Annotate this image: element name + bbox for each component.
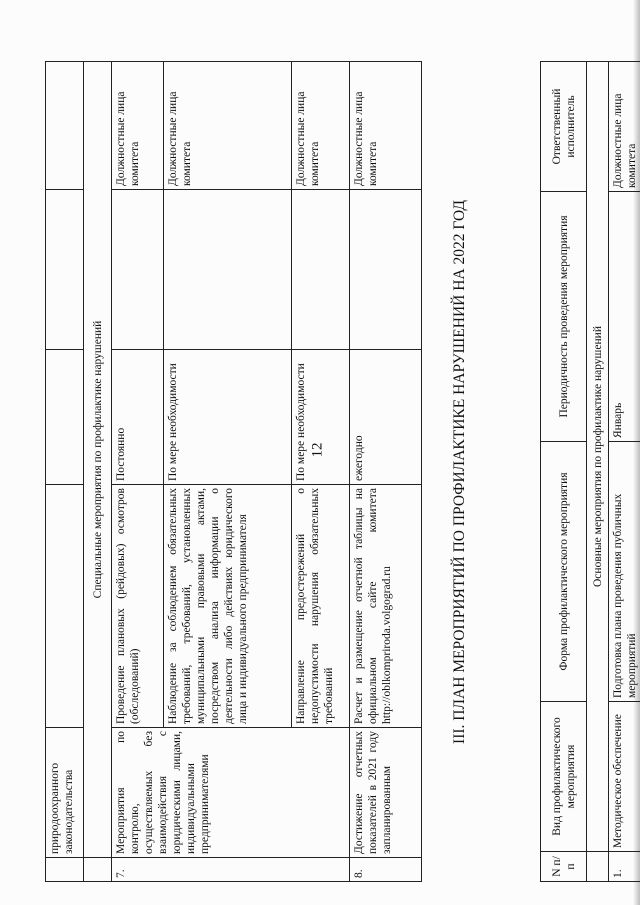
row-number: 8. — [350, 858, 422, 882]
measure-form: Подготовка плана проведения публичных мероприятий — [609, 442, 640, 702]
column-header-form: Форма профилактического мероприятия — [541, 442, 587, 702]
table-row — [46, 62, 84, 882]
measure-form: Расчет и размещение отчетной таблицы на официальном сайте комитета http://oblkompriroda.volgograd.ru — [350, 485, 422, 728]
continued-table — [45, 61, 422, 882]
column-header-period: Периодичность проведения мероприятия — [541, 192, 587, 442]
table-header-row — [541, 62, 587, 882]
page-number: 12 — [309, 442, 326, 458]
measure-period: По мере необходимости — [164, 350, 292, 485]
top-cell-text: природоохранного законодательства — [46, 728, 84, 858]
table-cell — [46, 858, 84, 882]
row-number: 1. — [609, 852, 640, 882]
main-measures-header: Основные мероприятия по профилактике нарушений — [587, 62, 609, 852]
measure-responsible: Должностные лица комитета — [292, 62, 350, 190]
table-cell — [350, 190, 422, 350]
table-row — [112, 62, 164, 882]
table-row — [350, 62, 422, 882]
table-row — [609, 62, 640, 882]
table-cell — [46, 62, 84, 190]
table-row — [84, 62, 112, 882]
table-cell — [112, 190, 164, 350]
column-header-type: Вид профилактического мероприятия — [541, 702, 587, 852]
measure-period: По мере необходимости — [292, 350, 350, 485]
measure-type: Мероприятия по контролю, осуществляемых без взаимодействия с юридическими лицами, индивидуальными предпринимателями — [112, 728, 350, 858]
measure-period: ежегодно — [350, 350, 422, 485]
table-cell — [292, 190, 350, 350]
measure-type: Достижение отчетных показателей в 2021 году запланированным — [350, 728, 422, 858]
measure-responsible: Должностные лица комитета — [164, 62, 292, 190]
table-cell — [46, 190, 84, 350]
table-cell — [46, 485, 84, 728]
table-row — [587, 62, 609, 882]
row-number: 7. — [112, 858, 350, 882]
special-measures-header: Специальные мероприятия по профилактике нарушений — [84, 62, 112, 858]
measure-form: Проведение плановых (рейдовых) осмотров (обследований) — [112, 485, 164, 728]
rotated-content — [45, 62, 638, 882]
section-title: III. ПЛАН МЕРОПРИЯТИЙ ПО ПРОФИЛАКТИКЕ НАРУШЕНИЙ НА 2022 ГОД — [451, 200, 468, 744]
measure-responsible: Должностные лица комитета — [112, 62, 164, 190]
measure-period: Постоянно — [112, 350, 164, 485]
table-cell — [587, 852, 609, 882]
prevention-plan-table — [540, 61, 640, 882]
measure-form: Наблюдение за соблюдением обязательных требований, требований, установленных муниципальными правовыми актами, посредством анализа информации о деятельности либо действиях юридического лица и индивидуального предпринимателя — [164, 485, 292, 728]
table-cell — [164, 190, 292, 350]
measure-type: Методическое обеспечение — [609, 702, 640, 852]
measure-form: Направление предостережений о недопустимости нарушения обязательных требований — [292, 485, 350, 728]
table-cell — [84, 858, 112, 882]
column-header-number: N п/п — [541, 852, 587, 882]
table-cell — [46, 350, 84, 485]
measure-responsible: Должностные лица комитета — [609, 62, 640, 192]
measure-period: Январь — [609, 192, 640, 442]
column-header-responsible: Ответственный исполнитель — [541, 62, 587, 192]
measure-responsible: Должностные лица комитета — [350, 62, 422, 190]
